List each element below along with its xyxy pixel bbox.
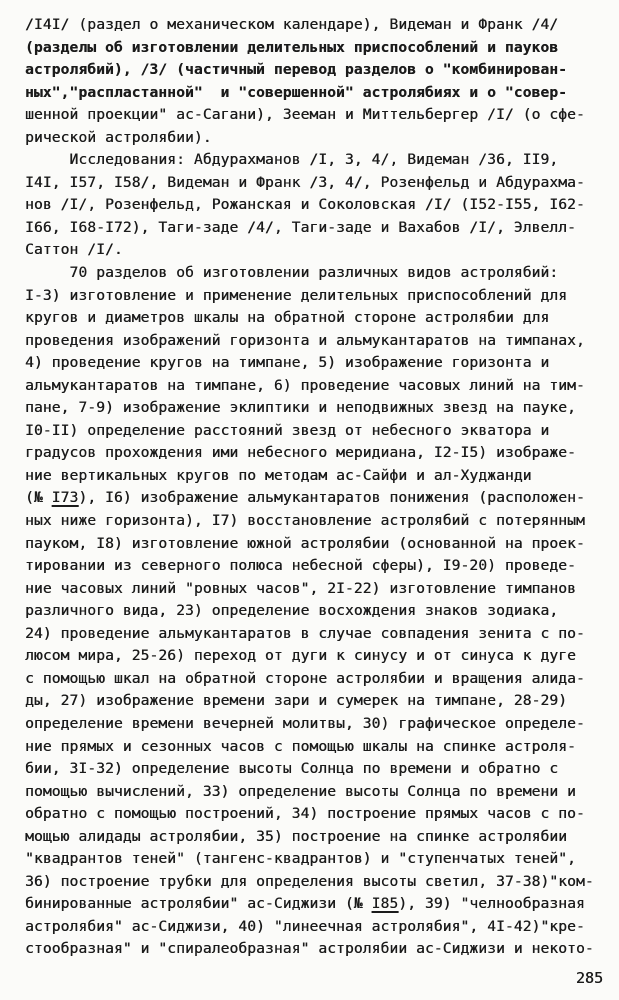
- text-line: бии, 3I-32) определение высоты Солнца по времени и обратно с: [25, 760, 559, 778]
- text-line: I0-II) определение расстояний звезд от небесного экватора и: [25, 421, 550, 439]
- text-line: 4) проведение кругов на тимпане, 5) изображение горизонта и: [25, 354, 550, 372]
- text-line: ных ниже горизонта), I7) восстановление астролябий с потерянным: [25, 512, 585, 530]
- text-line: бинированные астролябии" ас-Сиджизи (№ I85), 39) "челнообразная: [25, 895, 585, 913]
- text-line: проведения изображений горизонта и альмукантаратов на тимпанах,: [25, 331, 585, 349]
- text-line: I66, I68-I72), Таги-заде /4/, Таги-заде и Вахабов /I/, Элвелл-: [25, 218, 576, 236]
- text-line: кругов и диаметров шкалы на обратной стороне астролябии для: [25, 309, 550, 327]
- text-line: помощью вычислений, 33) определение высоты Солнца по времени и: [25, 782, 576, 800]
- text-line: тировании из северного полюса небесной сферы), I9-20) проведе-: [25, 557, 576, 575]
- text-line: стообразная" и "спиралеобразная" астролябии ас-Сиджизи и некото-: [25, 940, 594, 958]
- text-line: люсом мира, 25-26) переход от дуги к синусу и от синуса к дуге: [25, 647, 576, 665]
- text-line: ных","распластанной" и "совершенной" астролябиях и о "совер-: [25, 83, 568, 101]
- text-line: ние вертикальных кругов по методам ас-Сайфи и ал-Худжанди: [25, 466, 532, 484]
- text-line: различного вида, 23) определение восхождения знаков зодиака,: [25, 602, 559, 620]
- text-line: 70 разделов об изготовлении различных видов астролябий:: [25, 264, 559, 282]
- text-line: I-3) изготовление и применение делительных приспособлений для: [25, 286, 568, 304]
- text-line: Саттон /I/.: [25, 241, 123, 259]
- underlined-reference-number: I85: [371, 895, 399, 913]
- text-line: астролябия" ас-Сиджизи, 40) "линеечная астролябия", 4I-42)"кре-: [25, 917, 585, 935]
- text-line: Исследования: Абдурахманов /I, 3, 4/, Видеман /36, II9,: [25, 151, 559, 169]
- text-line: пауком, I8) изготовление южной астролябии (основанной на проек-: [25, 534, 585, 552]
- text-line: "квадрантов теней" (тангенс-квадрантов) и "ступенчатых теней",: [25, 850, 576, 868]
- text-line: градусов прохождения ими небесного меридиана, I2-I5) изображе-: [25, 444, 576, 462]
- page-number: 285: [575, 969, 603, 987]
- text-line: ние часовых линий "ровных часов", 2I-22) изготовление тимпанов: [25, 579, 576, 597]
- text-line: /I4I/ (раздел о механическом календаре), Видеман и Франк /4/: [25, 16, 559, 33]
- text-line: 24) проведение альмукантаратов в случае совпадения зенита с по-: [25, 624, 585, 642]
- text-line: 36) построение трубки для определения высоты светил, 37-38)"ком-: [25, 872, 594, 890]
- text-line: мощью алидады астролябии, 35) построение на спинке астролябии: [25, 827, 568, 845]
- text-line: астролябий), /3/ (частичный перевод разделов о "комбинирован-: [25, 61, 568, 79]
- text-line: шенной проекции" ас-Сагани), Зееман и Миттельбергер /I/ (о сфе-: [25, 106, 585, 124]
- page-body: [25, 14, 619, 961]
- text-line: пане, 7-9) изображение эклиптики и неподвижных звезд на пауке,: [25, 399, 576, 417]
- text-line: альмукантаратов на тимпане, 6) проведение часовых линий на тим-: [25, 376, 585, 394]
- text-line: рической астролябии).: [25, 128, 212, 146]
- underlined-reference-number: I73: [51, 489, 79, 507]
- text-line: определение времени вечерней молитвы, 30) графическое определе-: [25, 714, 585, 732]
- text-line: нов /I/, Розенфельд, Рожанская и Соколовская /I/ (I52-I55, I62-: [25, 196, 585, 214]
- text-line: (разделы об изготовлении делительных приспособлений и пауков: [25, 38, 559, 56]
- text-line: ды, 27) изображение времени зари и сумерек на тимпане, 28-29): [25, 692, 568, 710]
- text-line: (№ I73), I6) изображение альмукантаратов понижения (расположен-: [25, 489, 585, 507]
- text-line: I4I, I57, I58/, Видеман и Франк /3, 4/, Розенфельд и Абдурахма-: [25, 173, 585, 191]
- text-line: с помощью шкал на обратной стороне астролябии и вращения алида-: [25, 669, 585, 687]
- text-line: обратно с помощью построений, 34) построение прямых часов с по-: [25, 805, 585, 823]
- text-line: ние прямых и сезонных часов с помощью шкалы на спинке астроля-: [25, 737, 576, 755]
